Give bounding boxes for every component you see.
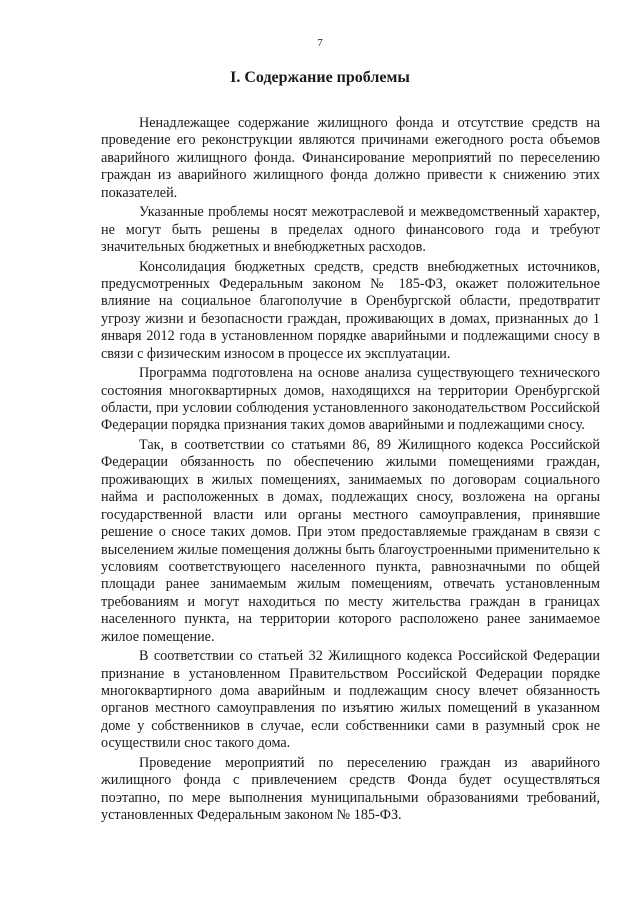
- page-number: 7: [317, 37, 323, 49]
- paragraph-1: Ненадлежащее содержание жилищного фонда и отсутствие средств на проведение его реконструкции являются причинами ежегодного роста объемов аварийного жилищного фонда. Финансирование мероприятий по переселению граждан из аварийного жилищного фонда должно привести к снижению этих показателей.: [101, 115, 600, 201]
- paragraph-2: Указанные проблемы носят межотраслевой и межведомственный характер, не могут быть решены в пределах одного финансового года и требуют значительных бюджетных и внебюджетных расходов.: [101, 204, 600, 256]
- document-body: [101, 115, 600, 827]
- paragraph-6: В соответствии со статьей 32 Жилищного кодекса Российской Федерации признание в установленном Правительством Российской Федерации порядке многоквартирного дома аварийным и подлежащим сносу влечет обязанность органов местного самоуправления по изъятию жилых помещений в указанном доме у собственников в случае, если собственники сами в разумный срок не осуществили снос такого дома.: [101, 648, 600, 752]
- paragraph-7: Проведение мероприятий по переселению граждан из аварийного жилищного фонда с привлечением средств Фонда будет осуществляться поэтапно, по мере выполнения муниципальными образованиями требований, установленных Федеральным законом № 185-ФЗ.: [101, 754, 600, 823]
- section-title: I. Содержание проблемы: [230, 69, 410, 86]
- paragraph-3: Консолидация бюджетных средств, средств внебюджетных источников, предусмотренных Федеральным законом № 185-ФЗ, окажет положительное влияние на социальное благополучие в Оренбургской области, предотвратит угрозу жизни и безопасности граждан, проживающих в домах, признанных до 1 января 2012 года в установленном порядке аварийными и подлежащими сносу в связи с физическим износом в процессе их эксплуатации.: [101, 258, 600, 362]
- paragraph-5: Так, в соответствии со статьями 86, 89 Жилищного кодекса Российской Федерации обязанность по обеспечению жилыми помещениями граждан, проживающих в жилых помещениях, занимаемых по договорам социального найма и расположенных в домах, подлежащих сносу, возложена на органы государственной власти или органы местного самоуправления, принявшие решение о сносе таких домов. При этом предоставляемые гражданам в связи с выселением жилые помещения должны быть благоустроенными применительно к условиям соответствующего населенного пункта, равнозначными по общей площади ранее занимаемым жилым помещениям, отвечать установленным требованиям и могут находиться по месту жительства граждан в границах населенного пункта, на территории которого расположено ранее занимаемое жилое помещение.: [101, 437, 600, 645]
- paragraph-4: Программа подготовлена на основе анализа существующего технического состояния многоквартирных домов, находящихся на территории Оренбургской области, при условии соблюдения установленного законодательством Российской Федерации порядка признания таких домов аварийными и подлежащими сносу.: [101, 365, 600, 434]
